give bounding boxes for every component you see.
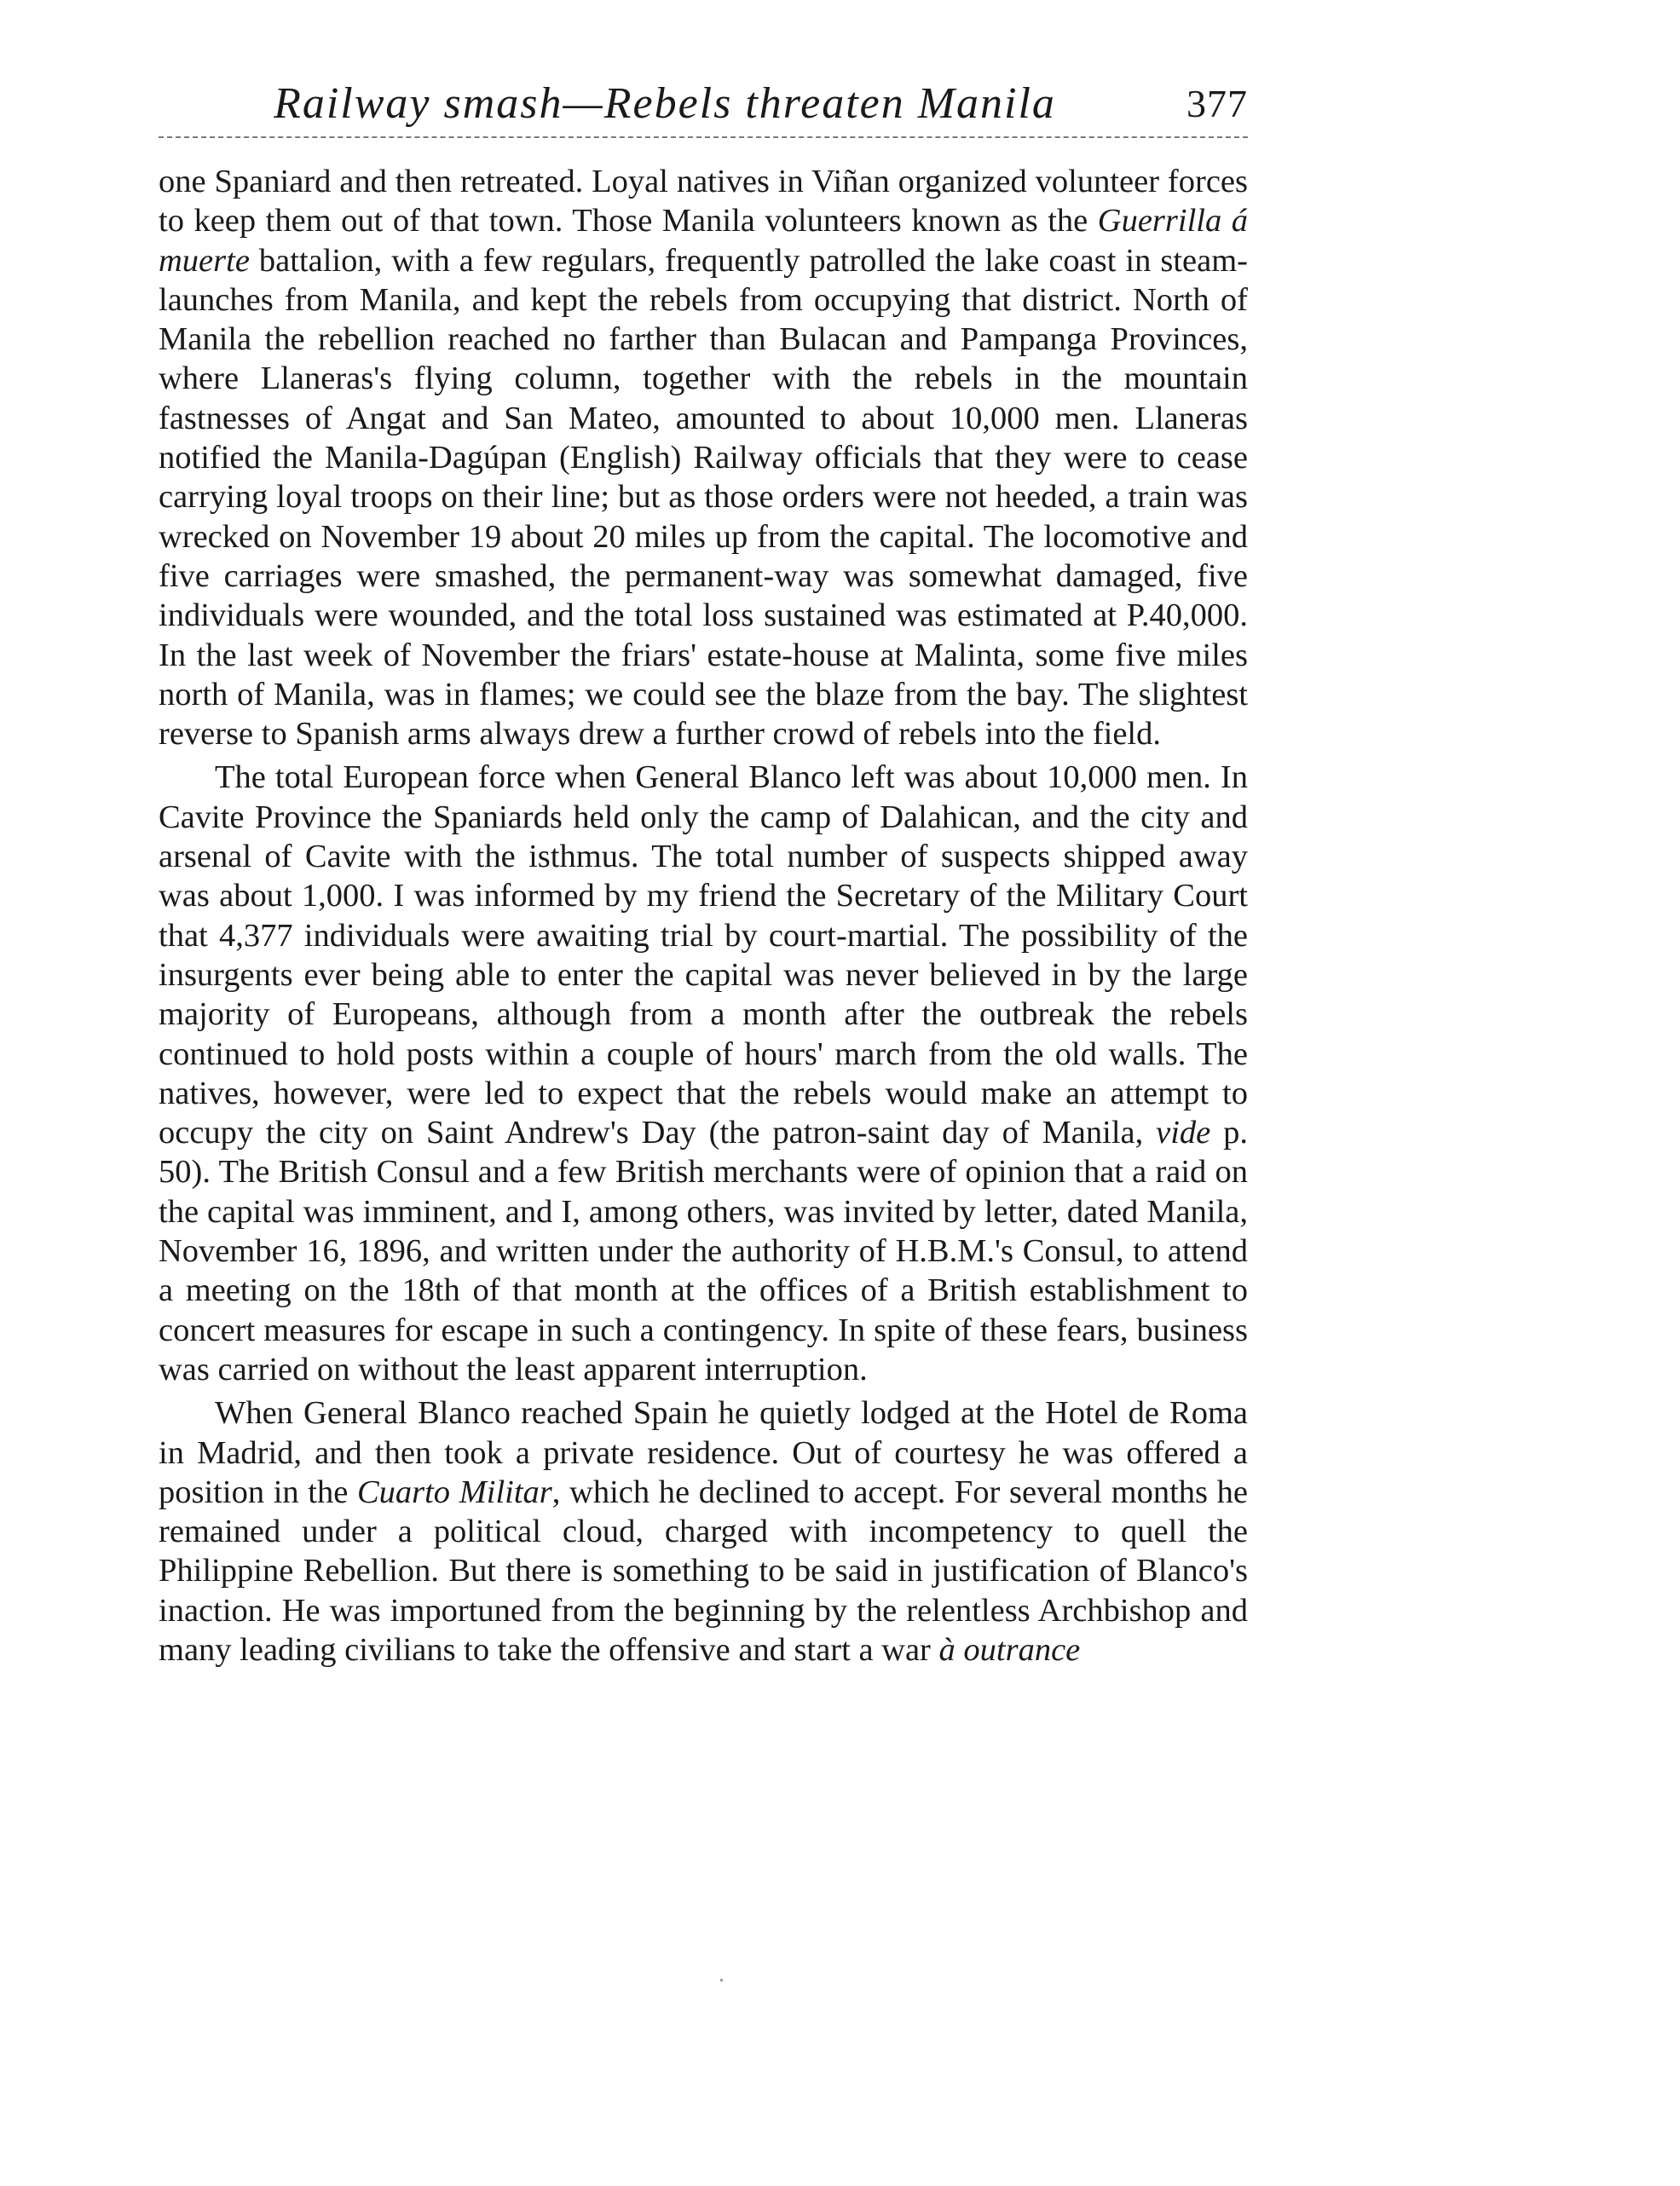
text-run: , which he declined to accept. For several months he remained under a political cloud, charged with incompetency to quell the Philippine Rebellion. But there is something to be said in justification of Blanco's inaction. He was importuned from the beginning by the relentless Archbishop and many leading civilians to take the offensive and start a war xyxy=(159,1474,1248,1668)
text-run: p. 50). The British Consul and a few British merchants were of opinion that a raid on the capital was imminent, and I, among others, was invited by letter, dated Manila, November 16, 1896, and written under the authority of H.B.M.'s Consul, to attend a meeting on the 18th of that month at the offices of a British establishment to concert measures for escape in such a contingency. In spite of these fears, business was carried on without the least apparent interruption. xyxy=(159,1115,1248,1387)
page-header xyxy=(159,70,1248,138)
italic-run: Guerrilla á muerte xyxy=(159,203,1248,279)
text-run: battalion, with a few regulars, frequently patrolled the lake coast in steam-launches from Manila, and kept the rebels from occupying that district. North of Manila the rebellion reached no farther than Bulacan and Pampanga Provinces, where Llaneras's flying column, together with the rebels in the mountain fastnesses of Angat and San Mateo, amounted to about 10,000 men. Llaneras notified the Manila-Dagúpan (English) Railway officials that they were to cease carrying loyal troops on their line; but as those orders were not heeded, a train was wrecked on November 19 about 20 miles up from the capital. The locomotive and five carriages were smashed, the permanent-way was somewhat damaged, five individuals were wounded, and the total loss sustained was estimated at P.40,000. In the last week of November the friars' estate-house at Malinta, some five miles north of Manila, was in flames; we could see the blaze from the bay. The slightest reverse to Spanish arms always drew a further crowd of rebels into the field. xyxy=(159,242,1248,753)
running-head: Railway smash—Rebels threaten Manila xyxy=(274,79,1056,128)
page-number: 377 xyxy=(1186,82,1248,125)
text-run: When General Blanco reached Spain he quietly lodged at the Hotel de Roma in Madrid, and then took a private residence. Out of courtesy he was offered a position in the xyxy=(159,1395,1248,1510)
paragraph-2 xyxy=(159,758,1248,1389)
italic-run: Cuarto Militar xyxy=(356,1474,552,1510)
header-rule xyxy=(159,136,1248,138)
text-run: The total European force when General Blanco left was about 10,000 men. In Cavite Province the Spaniards held only the camp of Dalahican, and the city and arsenal of Cavite with the isthmus. The total number of suspects shipped away was about 1,000. I was informed by my friend the Secretary of the Military Court that 4,377 individuals were awaiting trial by court-martial. The possibility of the insurgents ever being able to enter the capital was never believed in by the large majority of Europeans, although from a month after the outbreak the rebels continued to hold posts within a couple of hours' march from the old walls. The natives, however, were led to expect that the rebels would make an attempt to occupy the city on Saint Andrew's Day (the patron-saint day of Manila, xyxy=(159,759,1248,1151)
italic-run: à outrance xyxy=(938,1631,1081,1668)
body-text xyxy=(159,162,1248,1670)
paragraph-1 xyxy=(159,162,1248,753)
stray-mark xyxy=(720,1979,723,1981)
italic-run: vide xyxy=(1156,1115,1211,1151)
text-run: one Spaniard and then retreated. Loyal natives in Viñan organized volunteer forces to keep them out of that town. Those Manila volunteers known as the xyxy=(159,164,1248,239)
paragraph-3 xyxy=(159,1393,1248,1670)
